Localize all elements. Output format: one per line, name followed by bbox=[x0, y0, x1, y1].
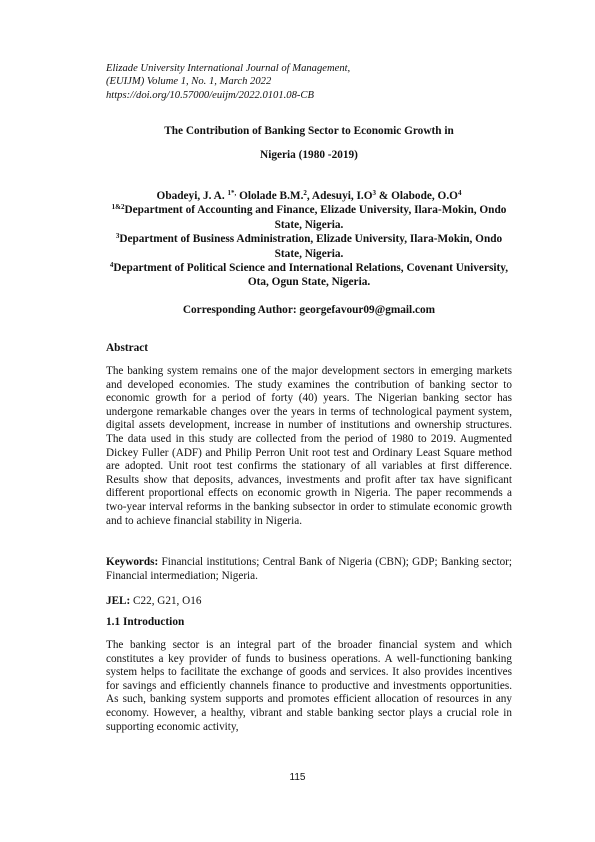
page-number: 115 bbox=[289, 772, 306, 783]
affiliation-text: Department of Business Administration, Elizade University, Ilara-Mokin, Ondo State, Nigeria. bbox=[119, 233, 503, 260]
jel-text: C22, G21, O16 bbox=[130, 595, 202, 607]
affiliation-marker: 1&2 bbox=[111, 203, 125, 212]
affiliation-marker: 3 bbox=[115, 232, 120, 241]
author-name: Ololade B.M. bbox=[239, 190, 304, 202]
affiliation-2 bbox=[106, 232, 512, 261]
affiliation-text: Department of Accounting and Finance, Elizade University, Ilara-Mokin, Ondo State, Nigeria. bbox=[124, 204, 507, 231]
keywords-text: Financial institutions; Central Bank of Nigeria (CBN); GDP; Banking sector; Financial intermediation; Nigeria. bbox=[106, 556, 512, 582]
keywords bbox=[106, 556, 512, 583]
affiliation-marker: 4 bbox=[109, 261, 114, 270]
author-marker: 3 bbox=[372, 189, 377, 197]
author-marker: 2 bbox=[303, 189, 307, 197]
author-name: , Adesuyi, I.O bbox=[306, 190, 373, 202]
journal-header bbox=[106, 62, 486, 102]
abstract-heading: Abstract bbox=[106, 342, 149, 354]
introduction-text: The banking sector is an integral part of the broader financial system and which constitutes a key provider of funds to business operations. A well-functioning banking system helps to facilitate the exchange of goods and services. It also provides incentives for savings and efficiently channels finance to productive and investments opportunities. As such, banking system supports and promotes efficient allocation of resources in any economy. However, a healthy, vibrant and stable banking sector plays a crucial role in supporting economic activity, bbox=[106, 639, 512, 733]
journal-volume: (EUIJM) Volume 1, No. 1, March 2022 bbox=[106, 76, 272, 88]
author-name: & Olabode, O.O bbox=[378, 190, 458, 202]
paper-title-line-1: The Contribution of Banking Sector to Economic Growth in bbox=[164, 125, 454, 137]
doi-link[interactable]: https://doi.org/10.57000/euijm/2022.0101.08-CB bbox=[106, 89, 314, 101]
affiliation-3 bbox=[106, 261, 512, 290]
paper-title-line-2: Nigeria (1980 -2019) bbox=[260, 149, 358, 161]
jel-label: JEL: bbox=[106, 595, 131, 607]
abstract-text: The banking system remains one of the major development sectors in emerging markets and developed economies. The study examines the contribution of banking sector to economic growth for a period of forty (40) years. The Nigerian banking sector has undergone remarkable changes over the years in terms of technological payment system, digital assets development, increase in number of institutions and ownership structures. The data used in this study are collected from the period of 1980 to 2019. Augmented Dickey Fuller (ADF) and Philip Perron Unit root test and Ordinary Least Square method are adopted. Unit root test confirms the stationary of all variables at first difference. Results show that deposits, advances, investments and profit after tax have significant different proportional effects on economic growth in Nigeria. The paper recommends a two-year interval reforms in the banking subsector in order to stimulate economic growth and to achieve financial stability in Nigeria. bbox=[106, 365, 512, 527]
author-marker: 1*, bbox=[227, 189, 237, 197]
corresponding-author: Corresponding Author: georgefavour09@gmail.com bbox=[182, 304, 436, 316]
jel-codes bbox=[106, 595, 512, 609]
author-name: Obadeyi, J. A. bbox=[156, 190, 225, 202]
introduction-heading: 1.1 Introduction bbox=[106, 616, 185, 628]
author-list bbox=[106, 189, 512, 203]
affiliation-text: Department of Political Science and International Relations, Covenant University, Ota, Ogun State, Nigeria. bbox=[113, 262, 509, 289]
author-marker: 4 bbox=[457, 189, 462, 197]
affiliation-1 bbox=[106, 203, 512, 232]
journal-name: Elizade University International Journal of Management, bbox=[106, 63, 351, 74]
keywords-label: Keywords: bbox=[106, 556, 159, 568]
author-block bbox=[106, 189, 512, 290]
